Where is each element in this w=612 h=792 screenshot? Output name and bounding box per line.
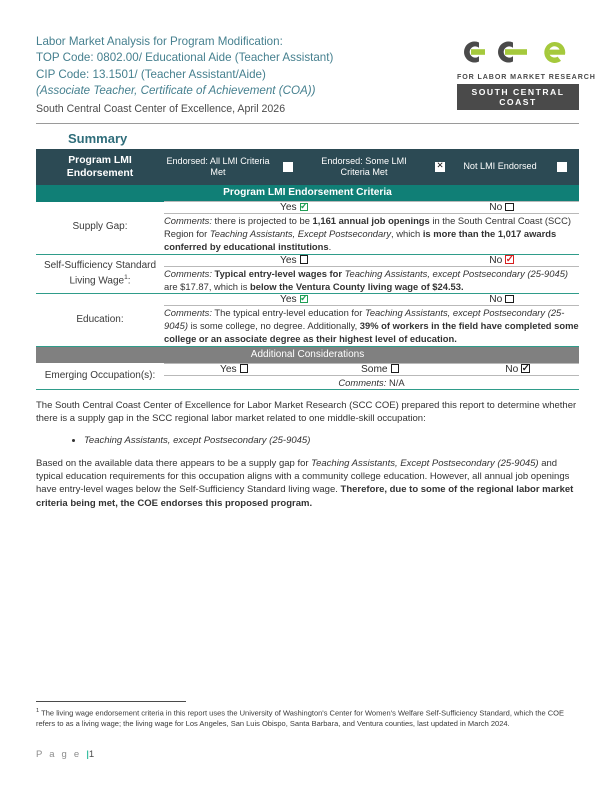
emerging-occupation-label: Emerging Occupation(s):: [44, 369, 156, 381]
education-choice-row: [36, 294, 579, 306]
logo-tagline: FOR LABOR MARKET RESEARCH: [457, 73, 596, 81]
living-wage-no-label: No: [489, 254, 503, 266]
logo-region: SOUTH CENTRAL COAST: [457, 84, 579, 110]
additional-considerations-label: Additional Considerations: [36, 346, 579, 363]
title-line-3: CIP Code: 13.1501/ (Teacher Assistant/Aide): [36, 67, 266, 81]
endorsement-option-1-label: Endorsed: Some LMI Criteria Met: [304, 149, 424, 185]
supply-gap-yes-label: Yes: [279, 202, 297, 214]
emerging-comment-text: N/A: [386, 376, 405, 388]
summary-table: [36, 149, 579, 390]
endorsement-option-1-checkbox[interactable]: [424, 149, 456, 185]
supply-gap-yes[interactable]: [164, 202, 424, 214]
supply-gap-comment: [164, 214, 579, 254]
criteria-band-label: Program LMI Endorsement Criteria: [36, 185, 579, 202]
page-number-label: P a g e: [36, 749, 87, 760]
conclusion-paragraph: Based on the available data there appears to be a supply gap for Teaching Assistants, Except Postsecondary (25-9045) and typical education requirements for this occupation aligns with a community college education. However, all annual job openings have entry-level wages below the Self-Sufficiency Standard living wage. Therefore, due to some of the regional labor market criteria being met, the COE endorses this proposed program.: [36, 457, 574, 509]
footnote-block: [36, 701, 579, 730]
endorsement-option-2-checkbox[interactable]: [544, 149, 579, 185]
intro-paragraph: The South Central Coast Center of Excellence for Labor Market Research (SCC COE) prepared this report to determine whether there is a supply gap in the SCC regional labor market related to one middle-skill occupation:: [36, 399, 577, 425]
header-divider: [36, 123, 579, 124]
living-wage-choice-row: [36, 254, 579, 266]
supply-gap-comment-prefix: Comments:: [164, 215, 212, 227]
endorsement-option-0-checkbox[interactable]: [272, 149, 304, 185]
living-wage-comment-text: Typical entry-level wages for Teaching Assistants, except Postsecondary (25-9045) are $17.87, which is below the Ventura County living wage of $24.53.: [164, 267, 569, 292]
living-wage-footnote-marker: 1: [124, 274, 128, 282]
additional-considerations-band-row: [36, 346, 579, 363]
living-wage-label: [36, 254, 164, 293]
living-wage-label-suffix: :: [127, 275, 131, 287]
emerging-some[interactable]: [304, 363, 456, 375]
supply-gap-no-checkbox[interactable]: [505, 203, 513, 211]
supply-gap-yes-checkbox[interactable]: [300, 203, 308, 211]
education-yes-checkbox[interactable]: [300, 295, 308, 303]
emerging-no-label: No: [505, 363, 519, 375]
emerging-occupation-choice-row: [36, 363, 579, 375]
emerging-comment-prefix: Comments:: [338, 376, 387, 388]
supply-gap-no-label: No: [489, 202, 503, 214]
title-line-1: Labor Market Analysis for Program Modification:: [36, 35, 283, 48]
education-no-checkbox[interactable]: [505, 295, 513, 303]
emerging-yes-label: Yes: [219, 363, 237, 375]
living-wage-no-checkbox[interactable]: [505, 255, 513, 263]
supply-gap-comment-text: there is projected to be 1,161 annual job openings in the South Central Coast (SCC) Region for Teaching Assistants, Except Postsecondary, which is more than the 1,017 awards conferred by educational institutions.: [164, 215, 571, 253]
page-number-value: 1: [88, 749, 95, 760]
coe-logo: [457, 30, 596, 110]
occupation-list: [36, 434, 579, 447]
endorsement-label: Program LMI Endorsement: [36, 149, 164, 185]
education-comment: [164, 306, 579, 346]
row-divider-4: [36, 389, 579, 390]
emerging-some-label: Some: [360, 363, 388, 375]
emerging-occupation-comment: [164, 375, 579, 389]
emerging-no[interactable]: [456, 363, 579, 375]
criteria-band-row: [36, 185, 579, 202]
living-wage-comment: [164, 266, 579, 293]
living-wage-yes-label: Yes: [279, 254, 297, 266]
emerging-no-checkbox[interactable]: [521, 364, 529, 372]
title-line-program: (Associate Teacher, Certificate of Achievement (COA)): [36, 84, 316, 98]
title-block: [36, 30, 333, 117]
endorsement-header-row: [36, 149, 579, 185]
living-wage-no[interactable]: [424, 254, 579, 266]
emerging-some-checkbox[interactable]: [391, 364, 399, 372]
coe-wordmark-icon: [457, 34, 575, 70]
footnote-marker: 1: [36, 708, 40, 715]
supply-gap-choice-row: [36, 202, 579, 214]
page-number-pipe: |: [86, 749, 89, 760]
footnote-body: The living wage endorsement criteria in this report uses the University of Washington's Center for Women's Welfare Self-Sufficiency Standard, which the COE refers to as a living wage; the living wage for Los Angeles, San Luis Obispo, Santa Barbara, and Ventura counties, last updated in March 2024.: [36, 708, 565, 729]
page-number: [36, 749, 94, 760]
document-header: [36, 30, 596, 121]
list-item: • Teaching Assistants, except Postsecondary (25-9045): [84, 434, 579, 447]
living-wage-yes[interactable]: [164, 254, 424, 266]
living-wage-comment-prefix: Comments:: [164, 267, 212, 279]
footnote-divider: [36, 701, 186, 702]
education-yes[interactable]: [164, 294, 424, 306]
living-wage-yes-checkbox[interactable]: [300, 255, 308, 263]
title-line-2: TOP Code: 0802.00/ Educational Aide (Teacher Assistant): [36, 51, 334, 65]
education-no[interactable]: [424, 294, 579, 306]
education-comment-text: The typical entry-level education for Teaching Assistants, except Postsecondary (25-9045) is some college, no degree. Additionally, 39% of workers in the field have completed some college or an associate degree as their highest level of education.: [164, 307, 579, 345]
education-comment-prefix: Comments:: [164, 307, 212, 319]
education-label: Education:: [76, 313, 124, 325]
emerging-yes-checkbox[interactable]: [240, 364, 248, 372]
endorsement-option-0-label: Endorsed: All LMI Criteria Met: [164, 149, 272, 185]
title-subtitle: South Central Coast Center of Excellence, April 2026: [36, 102, 286, 115]
supply-gap-label: Supply Gap:: [72, 221, 128, 233]
living-wage-label-text: Self-Sufficiency Standard Living Wage: [43, 259, 157, 287]
endorsement-option-2-label: Not LMI Endorsed: [456, 149, 544, 185]
education-yes-label: Yes: [279, 294, 297, 306]
education-no-label: No: [489, 294, 503, 306]
emerging-yes[interactable]: [164, 363, 304, 375]
footnote-text: [36, 706, 579, 730]
supply-gap-no[interactable]: [424, 202, 579, 214]
summary-heading: Summary: [68, 131, 128, 147]
